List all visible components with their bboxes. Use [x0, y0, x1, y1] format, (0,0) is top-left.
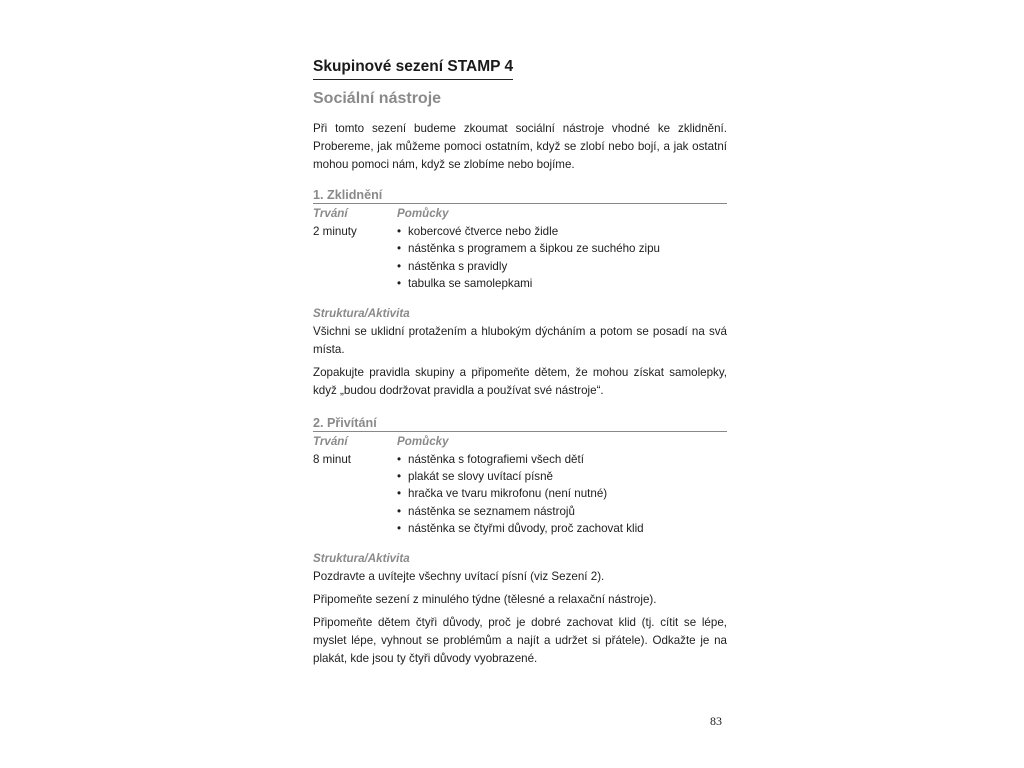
intro-paragraph: Při tomto sezení budeme zkoumat sociální nástroje vhodné ke zklidnění. Probereme, jak můžeme pomoci ostatním, když se zlobí nebo bojí, a jak ostatní mohou pomoci nám, když se zlobíme nebo bojíme.	[313, 122, 727, 171]
materials-list	[397, 223, 727, 293]
duration-value: 8 minut	[313, 452, 352, 466]
materials-column	[397, 205, 727, 293]
list-item: • nástěnka se seznamem nástrojů	[397, 503, 727, 520]
duration-column	[313, 205, 397, 293]
section-welcome	[313, 416, 727, 668]
list-item: • nástěnka s pravidly	[397, 258, 727, 275]
activity-paragraph: Pozdravte a uvítejte všechny uvítací písní (viz Sezení 2).	[313, 569, 605, 583]
list-item: • nástěnka s programem a šipkou ze suchého zipu	[397, 240, 727, 257]
activity-paragraph: Zopakujte pravidla skupiny a připomeňte dětem, že mohou získat samolepky, když „budou dodržovat pravidla a používat své nástroje“.	[313, 365, 727, 397]
section-calming	[313, 188, 727, 400]
list-item: • kobercové čtverce nebo židle	[397, 223, 727, 240]
materials-column	[397, 433, 727, 538]
section-table	[313, 205, 727, 293]
list-item: • nástěnka s fotografiemi všech dětí	[397, 451, 727, 468]
document-page	[313, 58, 727, 668]
series-title: Skupinové sezení STAMP 4	[313, 58, 513, 80]
list-item: • nástěnka se čtyřmi důvody, proč zachovat klid	[397, 520, 727, 537]
duration-column	[313, 433, 397, 538]
list-item: • hračka ve tvaru mikrofonu (není nutné)	[397, 485, 727, 502]
activity-paragraph: Připomeňte sezení z minulého týdne (tělesné a relaxační nástroje).	[313, 592, 657, 606]
list-item: • tabulka se samolepkami	[397, 275, 727, 292]
page-number: 83	[710, 714, 722, 728]
activity-heading: Struktura/Aktivita	[313, 306, 410, 320]
duration-label: Trvání	[313, 434, 348, 448]
materials-list	[397, 451, 727, 538]
section-table	[313, 433, 727, 538]
duration-label: Trvání	[313, 207, 348, 220]
activity-paragraph: Připomeňte dětem čtyři důvody, proč je dobré zachovat klid (tj. cítit se lépe, myslet lépe, vyhnout se problémům a najít a udržet si přátele). Odkažte je na plakát, kde jsou ty čtyři důvody vyobrazené.	[313, 615, 727, 665]
session-title: Sociální nástroje	[313, 90, 442, 107]
section-heading: 2. Přivítání	[313, 416, 727, 432]
materials-label: Pomůcky	[397, 207, 449, 220]
activity-heading: Struktura/Aktivita	[313, 551, 410, 565]
list-item: • plakát se slovy uvítací písně	[397, 468, 727, 485]
duration-value: 2 minuty	[313, 225, 357, 238]
section-heading: 1. Zklidnění	[313, 188, 727, 204]
materials-label: Pomůcky	[397, 434, 449, 448]
activity-paragraph: Všichni se uklidní protažením a hlubokým dýcháním a potom se posadí na svá místa.	[313, 324, 727, 356]
